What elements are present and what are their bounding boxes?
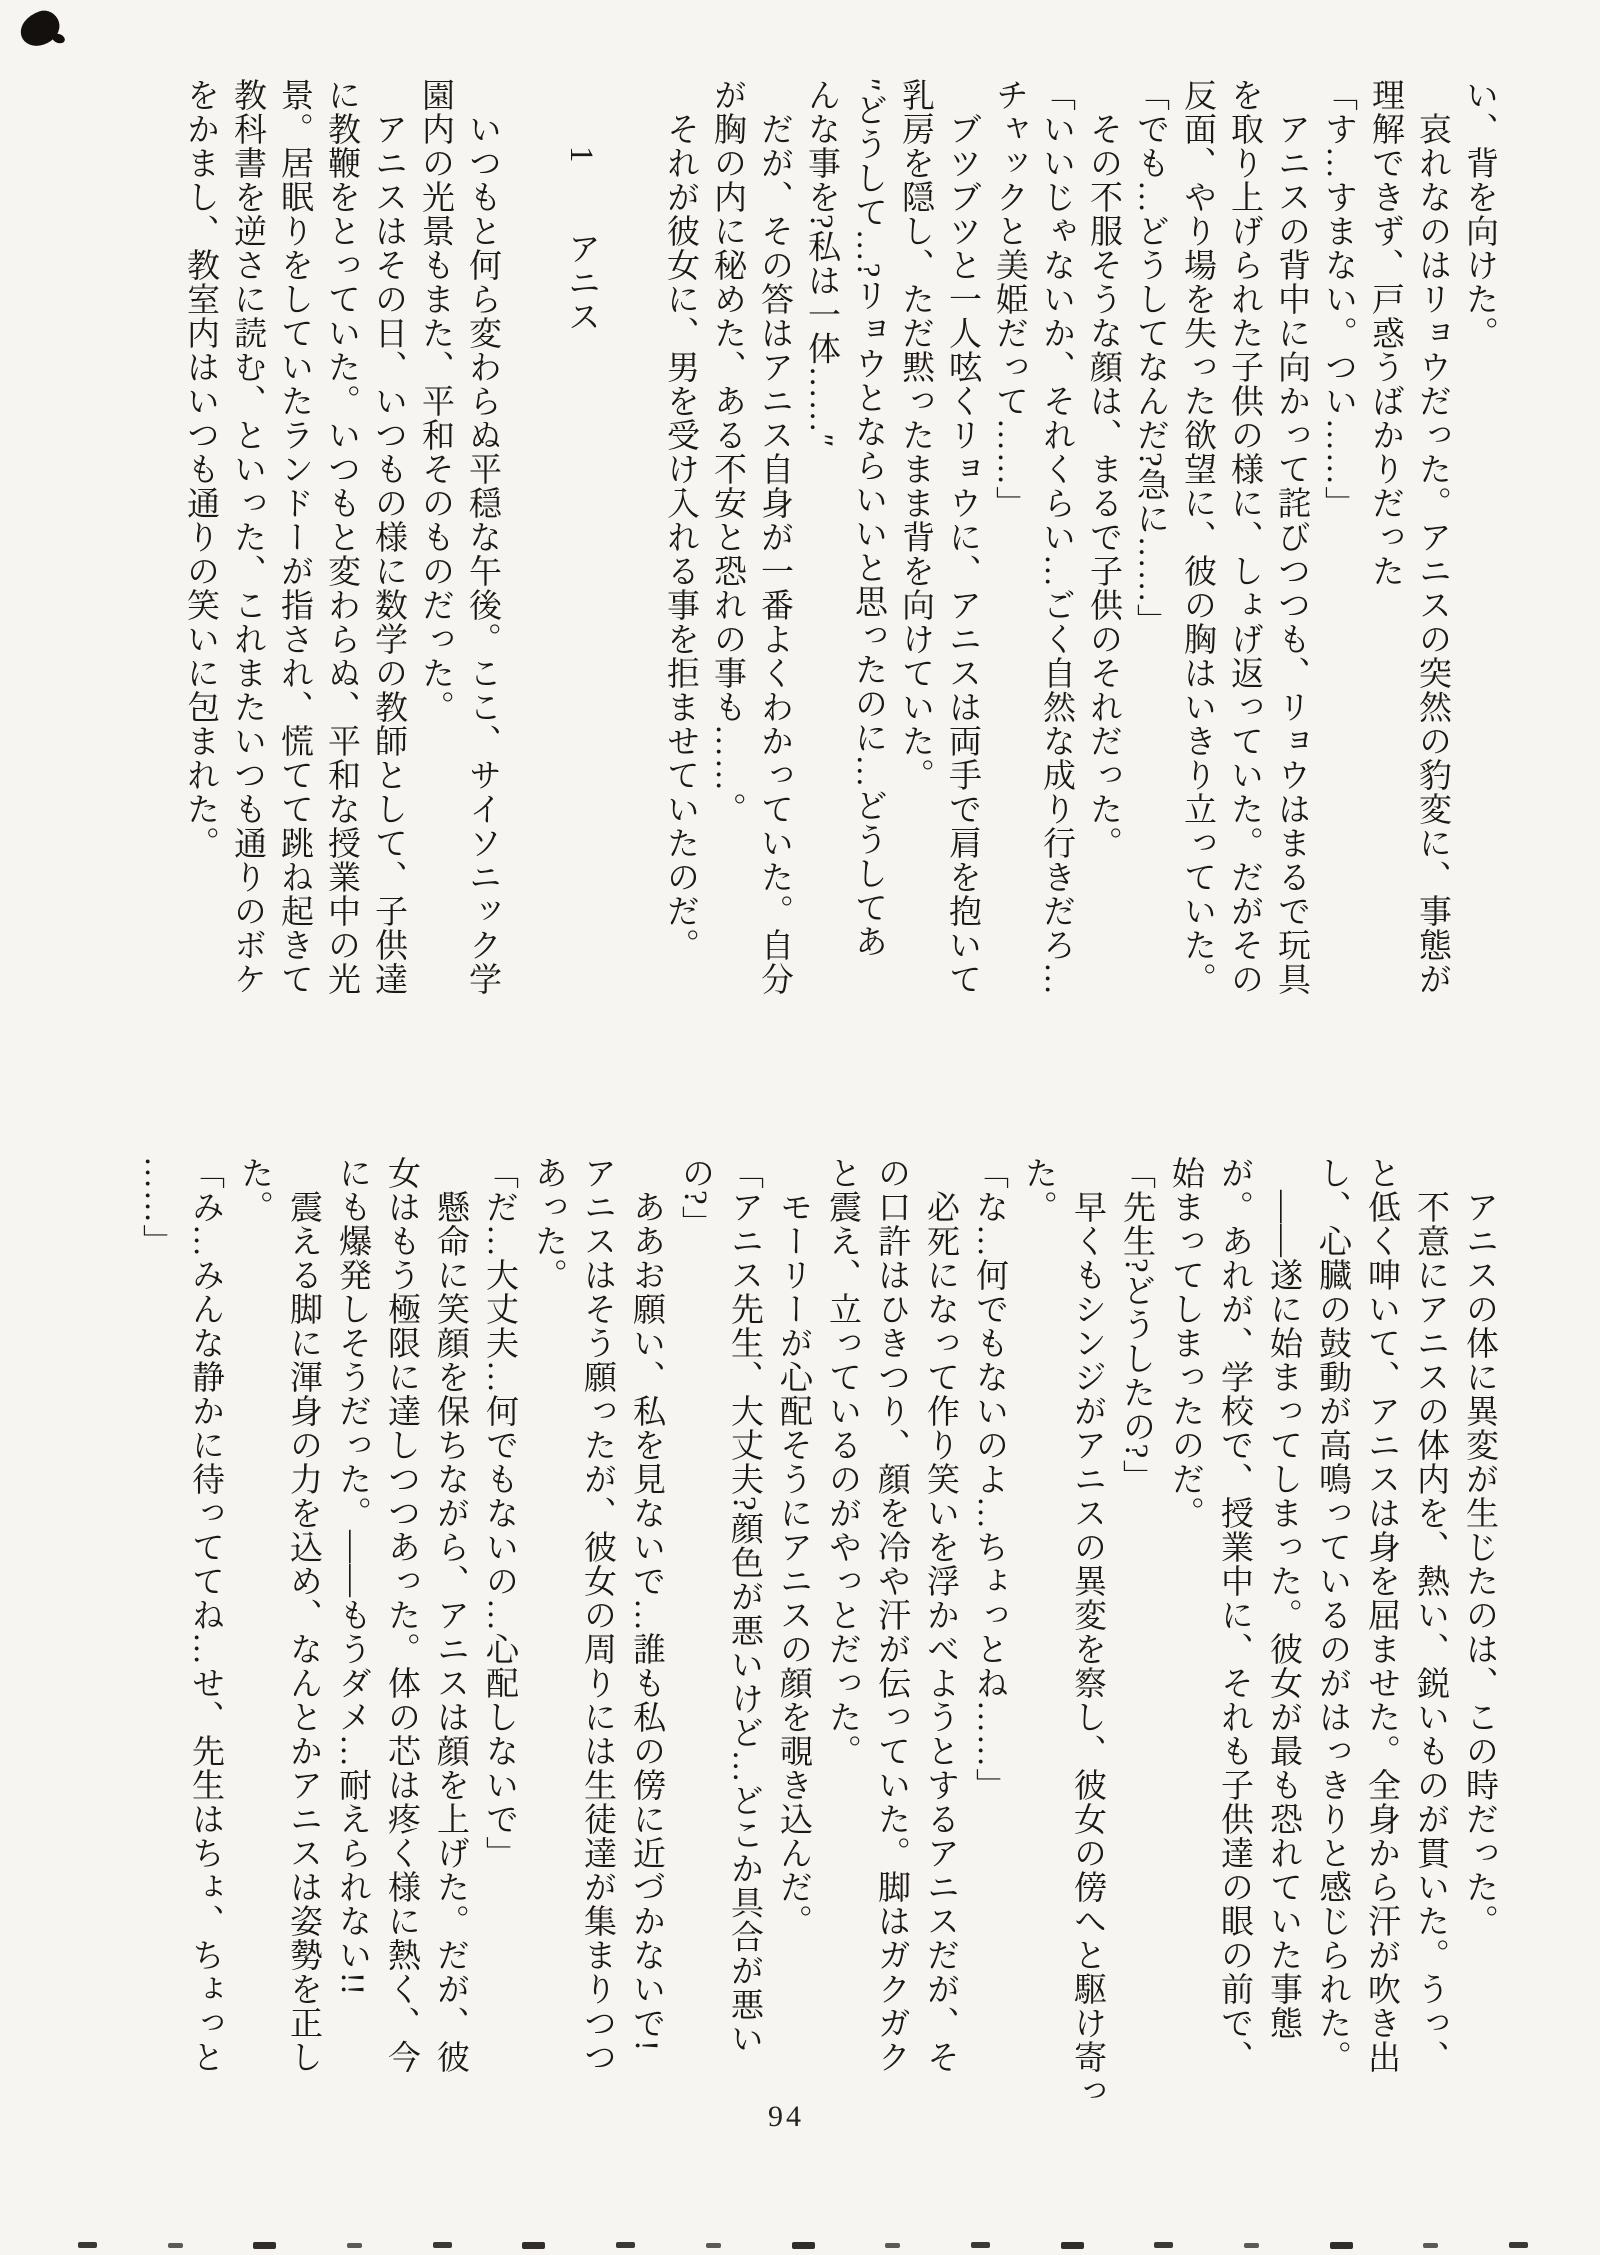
text-column: 哀れなのはリョウだった。アニスの突然の豹変に、事態が <box>1414 78 1450 996</box>
scan-artifact <box>706 2243 721 2248</box>
text-column: が。あれが、学校で、授業中に、それも子供達の眼の前で、 <box>1216 1156 1252 2074</box>
text-column: 「先生?どうしたの?」 <box>1118 1156 1154 1494</box>
scan-artifact <box>792 2242 815 2249</box>
scan-artifact <box>433 2242 452 2248</box>
text-column: 「す…すまない。つい……」 <box>1320 78 1356 520</box>
text-column: それが彼女に、男を受け入れる事を拒ませていたのだ。 <box>662 78 698 962</box>
scan-artifact <box>347 2243 362 2248</box>
scan-artifact <box>253 2242 276 2249</box>
scan-artifact <box>1330 2242 1353 2249</box>
text-column: に教鞭をとっていた。いつもと変わらぬ、平和な授業中の光 <box>323 78 359 996</box>
text-column: アニスはそう願ったが、彼女の周りには生徒達が集まりつつ <box>579 1156 615 2074</box>
text-column: の?」 <box>677 1156 713 1240</box>
text-column: と震え、立っているのがやっとだった。 <box>824 1156 860 1768</box>
scan-artifact <box>971 2242 990 2248</box>
scan-artifact <box>1244 2243 1259 2248</box>
scan-edge-artifacts <box>78 2240 1528 2250</box>
text-column: だが、その答はアニス自身が一番よくわかっていた。自分 <box>756 78 792 996</box>
text-column: あった。 <box>530 1156 566 1292</box>
text-column: い、背を向けた。 <box>1461 78 1497 350</box>
ink-blot <box>51 32 66 45</box>
text-column: 理解できず、戸惑うばかりだった <box>1367 78 1403 588</box>
text-column: 早くもシンジがアニスの異変を察し、彼女の傍へと駆け寄っ <box>1069 1156 1105 2108</box>
text-column: 園内の光景もまた、平和そのものだった。 <box>417 78 453 724</box>
text-column: ――遂に始まってしまった。彼女が最も恐れていた事態 <box>1265 1156 1301 2040</box>
scan-artifact <box>1509 2242 1528 2248</box>
text-column: アニスはその日、いつもの様に数学の教師として、子供達 <box>370 78 406 996</box>
text-column: チャックと美姫だって……」 <box>991 78 1027 520</box>
bottom-text-block <box>73 1156 1503 2116</box>
text-column: 「いいじゃないか、それくらい…ごく自然な成り行きだろ… <box>1038 78 1074 996</box>
text-column: し、心臓の鼓動が高鳴っているのがはっきりと感じられた。 <box>1314 1156 1350 2074</box>
text-column: にも爆発しそうだった。――もうダメ…耐えられない!! <box>334 1156 370 1996</box>
text-column: 懸命に笑顔を保ちながら、アニスは顔を上げた。だが、彼 <box>432 1156 468 2074</box>
text-column: た。 <box>236 1156 272 1224</box>
text-column: 反面、やり場を失った欲望に、彼の胸はいきり立っていた。 <box>1179 78 1215 996</box>
text-column: 「だ…大丈夫…何でもないの…心配しないで」 <box>481 1156 517 1870</box>
text-column: 景。居眠りをしていたランドーが指され、慌てて跳ね起きて <box>276 78 312 996</box>
text-column: いつもと何ら変わらぬ平穏な午後。ここ、サイソニック学 <box>464 78 500 996</box>
scan-artifact <box>885 2243 900 2248</box>
text-column: んな事を?私は一体……″ <box>803 78 839 449</box>
page-number: 94 <box>768 2100 804 2133</box>
top-text-block <box>82 78 1502 1030</box>
text-column: 「アニス先生、大丈夫?顔色が悪いけど…どこか具合が悪い <box>726 1156 762 2056</box>
scan-artifact <box>78 2242 97 2248</box>
scan-artifact <box>522 2242 545 2249</box>
scan-artifact <box>1154 2242 1173 2248</box>
text-column: ブツブツと一人呟くリョウに、アニスは両手で肩を抱いて <box>944 78 980 996</box>
text-column: ……」 <box>138 1156 174 1258</box>
text-column: その不服そうな顔は、まるで子供のそれだった。 <box>1085 78 1121 860</box>
text-column: アニスの体に異変が生じたのは、この時だった。 <box>1461 1156 1497 1938</box>
scan-artifact <box>616 2242 635 2248</box>
text-column: 始まってしまったのだ。 <box>1167 1156 1203 1530</box>
text-column: ″どうして…?リョウとならいいと思ったのに…どうしてあ <box>850 78 886 959</box>
section-heading: 1 アニス <box>563 78 599 334</box>
ink-blot <box>16 7 64 51</box>
text-column: 「でも…どうしてなんだ?急に……」 <box>1132 78 1168 638</box>
text-column: をかまし、教室内はいつも通りの笑いに包まれた。 <box>182 78 218 860</box>
text-column: 震える脚に渾身の力を込め、なんとかアニスは姿勢を正し <box>285 1156 321 2074</box>
text-column: を取り上げられた子供の様に、しょげ返っていた。だがその <box>1226 78 1262 996</box>
text-column: アニスの背中に向かって詫びつつも、リョウはまるで玩具 <box>1273 78 1309 996</box>
text-column: 乳房を隠し、ただ黙ったまま背を向けていた。 <box>897 78 933 792</box>
text-column: た。 <box>1020 1156 1056 1224</box>
text-column: の口許はひきつり、顔を冷や汗が伝っていた。脚はガクガク <box>873 1156 909 2074</box>
text-column: 「な…何でもないのよ…ちょっとね……」 <box>971 1156 1007 1802</box>
text-column: 教科書を逆さに読む、といった、これまたいつも通りのボケ <box>229 78 265 996</box>
text-column: が胸の内に秘めた、ある不安と恐れの事も……。 <box>709 78 745 826</box>
text-column: 必死になって作り笑いを浮かべようとするアニスだが、そ <box>922 1156 958 2074</box>
text-column: と低く呻いて、アニスは身を屈ませた。全身から汗が吹き出 <box>1363 1156 1399 2074</box>
text-column: 女はもう極限に達しつつあった。体の芯は疼く様に熱く、今 <box>383 1156 419 2074</box>
text-column: モーリーが心配そうにアニスの顔を覗き込んだ。 <box>775 1156 811 1938</box>
text-column: 「み…みんな静かに待っててね…せ、先生はちょ、ちょっと <box>187 1156 223 2074</box>
text-column: 不意にアニスの体内を、熱い、鋭いものが貫いた。うっ、 <box>1412 1156 1448 2074</box>
text-column: ああお願い、私を見ないで…誰も私の傍に近づかないで! <box>628 1156 664 2052</box>
scan-artifact <box>1423 2243 1438 2248</box>
scan-artifact <box>168 2243 183 2248</box>
scan-artifact <box>1061 2242 1084 2249</box>
